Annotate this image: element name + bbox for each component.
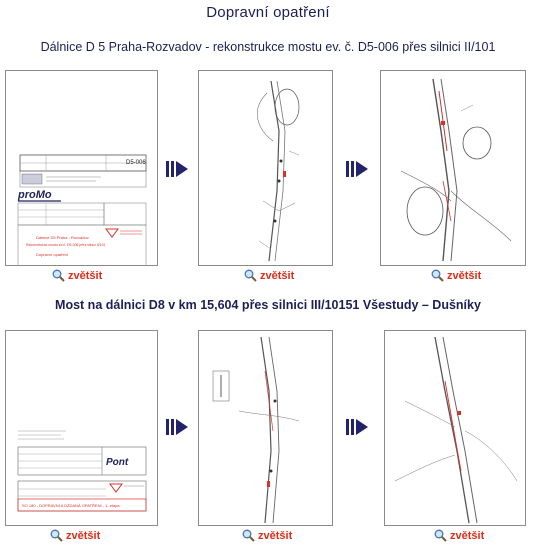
magnifier-icon bbox=[434, 529, 447, 542]
section-2-doc-thumbnail[interactable] bbox=[5, 330, 158, 526]
section-2-zoom-link-1[interactable] bbox=[50, 529, 100, 542]
section-1-doc-thumbnail[interactable] bbox=[5, 70, 158, 266]
doc-code-label: D5-006 bbox=[126, 160, 146, 166]
magnifier-icon bbox=[50, 529, 63, 542]
doc-stamp-label: SO 180 - DOPRAVNÍ A DŽDANÁ OPATŘENÍ - 1. etapa bbox=[22, 503, 120, 508]
magnifier-icon bbox=[52, 269, 65, 282]
section-2-zoom-link-3[interactable] bbox=[434, 529, 484, 542]
section-2-zoom-link-2[interactable] bbox=[242, 529, 292, 542]
svg-text:proMo: proMo bbox=[18, 189, 52, 201]
arrow-right-icon bbox=[166, 418, 188, 436]
zoom-label: zvětšit bbox=[260, 269, 295, 282]
svg-text:Rekonstrukce mostu ev.č. D5-00: Rekonstrukce mostu ev.č. D5-006 přes silnici II/101 bbox=[26, 243, 106, 247]
section-1-heading: Dálnice D 5 Praha-Rozvadov - rekonstrukce mostu ev. č. D5-006 přes silnici II/101 bbox=[40, 40, 496, 54]
section-1-zoom-link-3[interactable] bbox=[431, 269, 481, 282]
zoom-label: zvětšit bbox=[66, 529, 101, 542]
arrow-right-icon bbox=[166, 160, 188, 178]
arrow-right-icon bbox=[346, 418, 368, 436]
zoom-label: zvětšit bbox=[450, 529, 485, 542]
section-2-heading: Most na dálnici D8 v km 15,604 přes silnici III/10151 Všestudy – Dušníky bbox=[55, 298, 481, 312]
svg-text:Dopravní opatření: Dopravní opatření bbox=[36, 252, 69, 257]
zoom-label: zvětšit bbox=[447, 269, 482, 282]
section-2-plan-thumbnail-1[interactable] bbox=[198, 330, 333, 526]
magnifier-icon bbox=[242, 529, 255, 542]
section-1-zoom-link-1[interactable] bbox=[52, 269, 102, 282]
svg-text:Pont: Pont bbox=[106, 457, 129, 468]
magnifier-icon bbox=[244, 269, 257, 282]
page-title: Dopravní opatření bbox=[206, 4, 330, 21]
magnifier-icon bbox=[431, 269, 444, 282]
zoom-label: zvětšit bbox=[68, 269, 103, 282]
section-1-plan-thumbnail-2[interactable] bbox=[380, 70, 526, 266]
svg-text:Dálnice D5 Praha - Rozvadov: Dálnice D5 Praha - Rozvadov bbox=[36, 235, 89, 240]
arrow-right-icon bbox=[346, 160, 368, 178]
section-1-plan-thumbnail-1[interactable] bbox=[198, 70, 333, 266]
section-2-plan-thumbnail-2[interactable] bbox=[384, 330, 526, 526]
section-1-zoom-link-2[interactable] bbox=[244, 269, 294, 282]
zoom-label: zvětšit bbox=[258, 529, 293, 542]
